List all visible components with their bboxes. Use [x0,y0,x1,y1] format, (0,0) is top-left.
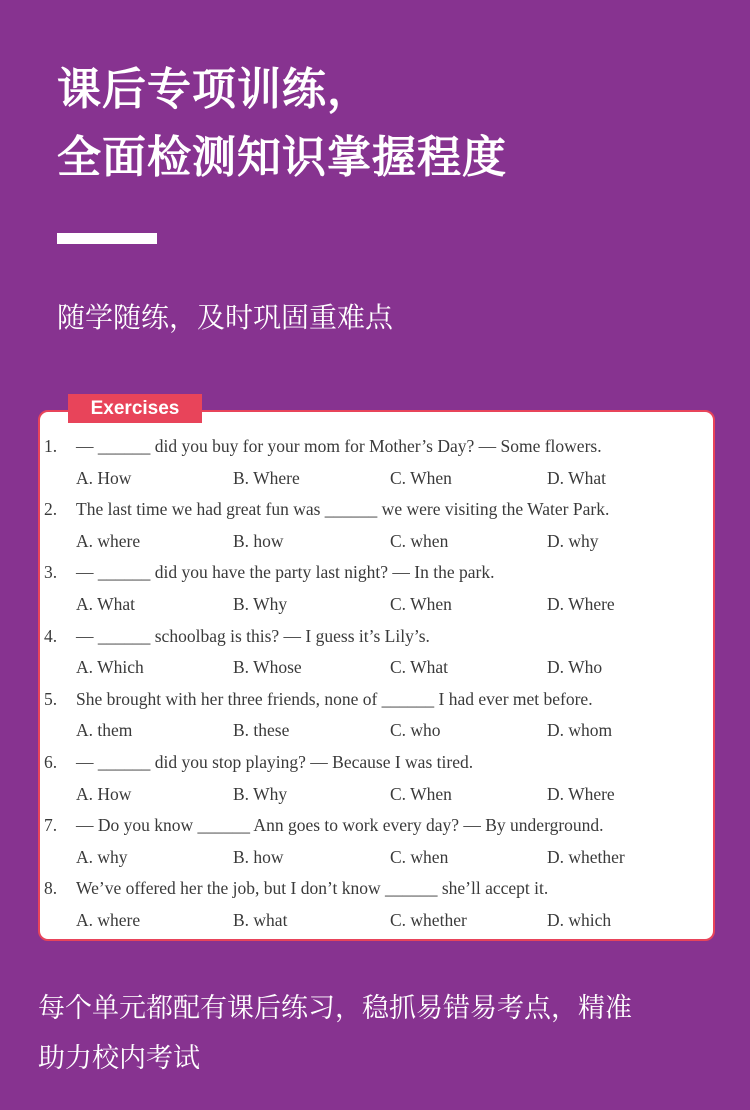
question-number: 5. [44,688,58,709]
option-b: B. how [233,846,284,867]
footer-line-1: 每个单元都配有课后练习，稳抓易错易考点，精准 [38,993,632,1024]
options-row [44,905,704,937]
question-text: The last time we had great fun was ______ we were visiting the Water Park. [76,499,610,520]
option-c: C. When [390,467,452,488]
question-text: — ______ schoolbag is this? — I guess it’s Lily’s. [76,625,430,646]
option-c: C. When [390,593,452,614]
option-d: D. Where [547,783,615,804]
question-number: 3. [44,562,58,583]
question-row [44,684,704,716]
option-d: D. What [547,467,606,488]
option-c: C. who [390,720,441,741]
question-row [44,747,704,779]
options-row [44,652,704,684]
question-number: 8. [44,878,58,899]
question-text: — ______ did you have the party last night? — In the park. [76,562,495,583]
option-d: D. why [547,530,599,551]
options-row [44,589,704,621]
question-text: — Do you know ______ Ann goes to work every day? — By underground. [76,815,604,836]
question-row [44,494,704,526]
option-b: B. what [233,909,288,930]
question-row [44,810,704,842]
option-b: B. Why [233,593,288,614]
option-b: B. Whose [233,657,302,678]
subtitle: 随学随练，及时巩固重难点 [57,301,394,334]
question-number: 1. [44,436,58,456]
question-text: She brought with her three friends, none of ______ I had ever met before. [76,688,593,709]
option-a: A. How [76,783,132,804]
question-number: 7. [44,815,58,836]
question-row [44,621,704,653]
option-d: D. whom [547,720,613,741]
option-c: C. What [390,657,449,678]
option-d: D. which [547,909,612,930]
option-a: A. where [76,530,141,551]
question-number: 2. [44,499,58,520]
question-row [44,431,704,463]
options-row [44,715,704,747]
options-row [44,779,704,811]
option-a: A. What [76,593,135,614]
question-text: We’ve offered her the job, but I don’t know ______ she’ll accept it. [76,878,549,899]
page-title [57,56,507,192]
option-a: A. where [76,909,141,930]
option-a: A. them [76,720,133,741]
title-line-1: 课后专项训练， [57,64,372,115]
question-text: — ______ did you buy for your mom for Mother’s Day? — Some flowers. [76,436,602,456]
question-number: 4. [44,625,58,646]
footer-line-2: 助力校内考试 [38,1043,200,1074]
option-a: A. Which [76,657,144,678]
option-a: A. why [76,846,128,867]
options-row [44,842,704,874]
title-line-2: 全面检测知识掌握程度 [57,132,507,183]
options-row [44,463,704,495]
option-b: B. how [233,530,284,551]
footer-caption [38,984,728,1084]
question-number: 6. [44,751,58,772]
question-row [44,557,704,589]
option-c: C. when [390,530,449,551]
options-row [44,526,704,558]
question-text: — ______ did you stop playing? — Because I was tired. [76,751,474,772]
option-d: D. Where [547,593,615,614]
title-divider [57,233,157,244]
exercises-tag: Exercises [68,394,202,423]
option-d: D. whether [547,846,625,867]
option-b: B. Why [233,783,288,804]
option-b: B. Where [233,467,300,488]
option-a: A. How [76,467,132,488]
option-c: C. whether [390,909,467,930]
option-b: B. these [233,720,290,741]
question-row [44,873,704,905]
question-list [44,431,704,937]
option-c: C. When [390,783,452,804]
option-d: D. Who [547,657,603,678]
option-c: C. when [390,846,449,867]
